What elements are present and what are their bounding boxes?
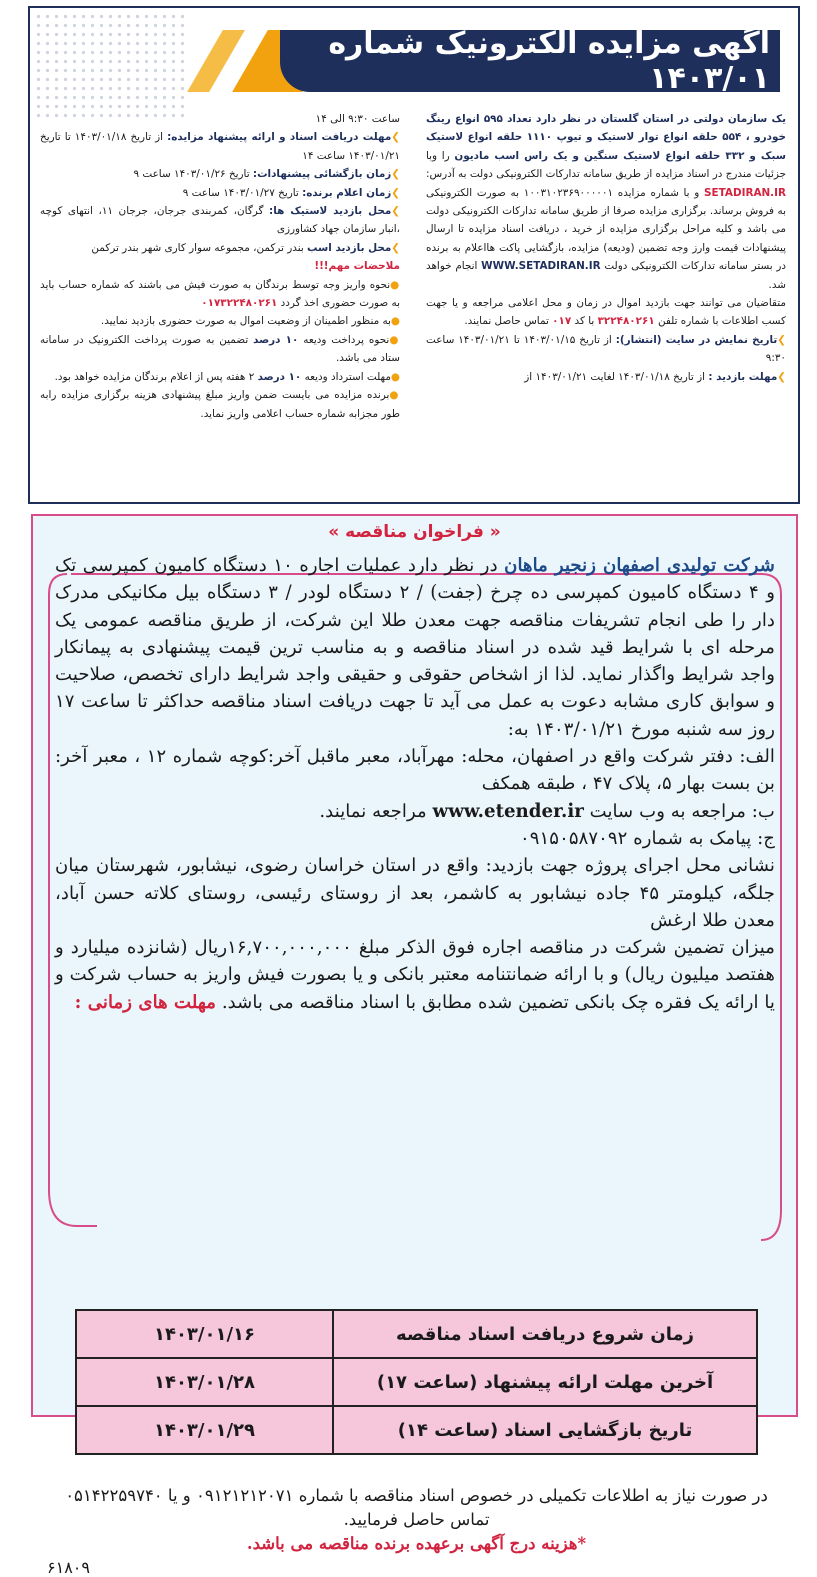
auction-intro: [426, 110, 786, 294]
ad-code: ۶۱۸۰۹: [47, 1558, 90, 1577]
tire-location-text: گرگان، کمربندی جرجان، جرجان ۱۱، انتهای کوچه ،انبار سازمان جهاد کشاورزی: [40, 205, 400, 236]
auction-title: آگهی مزایده الکترونیک شماره ۱۴۰۳/۰۱: [328, 26, 770, 96]
setadiran-link[interactable]: SETADIRAN.IR: [704, 186, 786, 199]
dot-bullet-icon: ●: [390, 278, 400, 291]
winner-announce: [40, 184, 400, 202]
guarantee-line: [55, 934, 775, 1016]
important-notes-heading: ملاحضات مهم!!!: [314, 260, 400, 273]
auction-publish-date: [426, 331, 786, 368]
guarantee-text: میزان تضمین شرکت در مناقصه اجاره فوق الذکر مبلغ ۱۶,۷۰۰,۰۰۰,۰۰۰ریال (شانزده میلیارد و هفتصد میلیون ریال) و با ارائه ضمانتنامه معتبر بانکی و یا بصورت فیش واریز به حساب شرکت و یا ارائه یک فقره چک بانکی تضمین شده مطابق با اسناد مناقصه می باشد.: [55, 937, 775, 1013]
inspection-note: [40, 312, 400, 330]
account-number: ۰۱۷۳۲۲۴۸۰۲۶۱: [201, 297, 278, 310]
table-row: [76, 1406, 757, 1454]
tender-footer: [53, 1484, 780, 1556]
deadline-date-cell: ۱۴۰۳/۰۱/۲۹: [76, 1406, 333, 1454]
auction-text: متقاضیان می توانند جهت بازدید اموال در زمان و محل اعلامی مراجعه و یا جهت کسب اطلاعات با شماره تلفن: [426, 297, 786, 328]
ad-cost-note: *هزینه درج آگهی برعهده برنده مناقصه می باشد.: [246, 1534, 587, 1553]
chevron-bullet-icon: ❯: [777, 370, 786, 383]
visit-hours: ساعت ۹:۳۰ الی ۱۴: [315, 113, 400, 125]
dot-bullet-icon: ●: [389, 333, 400, 346]
auction-left-column: [40, 110, 400, 423]
deposit-note: [40, 331, 400, 368]
auction-text: را وبا جزئیات مندرج در اسناد مزایده از طریق سامانه تدارکات الکترونیکی دولت به آدرس:: [426, 149, 786, 181]
docs-label: مهلت دریافت اسناد و ارائه پیشنهاد مزایده:: [167, 131, 392, 144]
etender-link[interactable]: www.etender.ir: [432, 800, 584, 822]
refund-percent: ۱۰ درصد: [257, 370, 302, 383]
dot-pattern-decoration: [34, 12, 184, 122]
tire-location-label: محل بازدید لاستیک ها:: [269, 205, 392, 218]
table-row: [76, 1310, 757, 1358]
office-address: الف: دفتر شرکت واقع در اصفهان، محله: مهرآباد، معبر ماقبل آخر:کوچه شماره ۱۲ ، معبر آخر: بن بست بهار ۵، پلاک ۴۷ ، طبقه همکف: [55, 746, 775, 795]
horse-location-text: بندر ترکمن، مجموعه سوار کاری شهر بندر ترکمن: [91, 241, 308, 254]
area-code: ۰۱۷: [552, 315, 572, 328]
horse-visit-location: [40, 239, 400, 257]
auction-ad: [28, 6, 800, 504]
visit-label: مهلت بازدید :: [708, 370, 778, 383]
auction-items-text: تعداد ۵۹۵ انواع رینگ خودرو ، ۵۵۴ حلقه انواع توار لاستیک و تیوپ ۱۱۱۰ حلقه انواع لاستیک سبک و ۳۳۲ حلقه انواع لاستیک سنگین و یک راس اسب مادیون: [426, 113, 786, 162]
deadline-date-cell: ۱۴۰۳/۰۱/۲۸: [76, 1358, 333, 1406]
auction-text: تماس حاصل نمایند.: [464, 315, 553, 328]
tender-ad: [31, 514, 798, 1577]
winner-cost-text: برنده مزایده می بایست ضمن واریز مبلغ پیشنهادی هزینه برگزاری مزایده رابه طور مجزابه شماره حساب اعلامی واریز نماید.: [40, 389, 400, 420]
tender-heading: « فراخوان مناقصه »: [328, 522, 501, 542]
deadline-label-cell: آخرین مهلت ارائه پیشنهاد (ساعت ۱۷): [333, 1358, 757, 1406]
opening-text: تاریخ ۱۴۰۳/۰۱/۲۶ ساعت ۹: [133, 168, 253, 181]
dot-bullet-icon: ●: [390, 370, 400, 383]
winner-label: زمان اعلام برنده:: [302, 186, 392, 199]
chevron-bullet-icon: ❯: [391, 186, 400, 199]
deadline-date-cell: ۱۴۰۳/۰۱/۱۶: [76, 1310, 333, 1358]
auction-visit-deadline: [426, 368, 786, 386]
deposit-percent: ۱۰ درصد: [253, 333, 299, 346]
deadlines-table: [75, 1309, 758, 1455]
auction-text: و با شماره مزایده ۱۰۰۳۱۰۲۳۶۹۰۰۰۰۰۱ به صورت الکترونیکی به فروش برساند. برگزاری مزایده صرفا از طریق سامانه تدارکات الکترونیکی دولت می باشد و کلیه مراحل برگزاری مزایده از خرید ، دریافت اسناد مزایده تا ارسال پیشنهادات قیمت وارز وجه تضمین (ودیعه) مزایده، بازگشایی پاکت هااعلام به برنده در بستر سامانه تدارکات الکترونیکی دولت: [426, 186, 786, 273]
auction-right-column: [426, 110, 786, 386]
auction-text: با کد: [571, 315, 598, 328]
deposit-text: تضمین به صورت پرداخت الکترونیک در سامانه ستاد می باشد.: [40, 333, 400, 365]
website-text: مراجعه نمایند.: [319, 800, 433, 822]
opening-label: زمان بازگشائی پیشنهادات:: [252, 168, 392, 181]
deadline-label-cell: تاریخ بازگشایی اسناد (ساعت ۱۴): [333, 1406, 757, 1454]
horse-location-label: محل بازدید اسب: [307, 241, 392, 254]
refund-text: ۲ هفته پس از اعلام برندگان مزایده خواهد بود.: [54, 370, 258, 383]
contact-line: در صورت نیاز به اطلاعات تکمیلی در خصوص اسناد مناقصه با شماره ۰۹۱۲۱۲۱۲۰۷۱ و یا ۰۵۱۴۲۲۵۹۷۴۰ تماس حاصل فرمایید.: [65, 1486, 768, 1529]
chevron-bullet-icon: ❯: [391, 205, 400, 218]
company-name: شرکت تولیدی اصفهان زنجیر ماهان: [504, 555, 776, 576]
chevron-bullet-icon: ❯: [391, 131, 400, 144]
auction-contact: [426, 294, 786, 331]
chevron-bullet-icon: ❯: [777, 333, 786, 346]
deadlines-label: مهلت های زمانی :: [74, 991, 217, 1013]
tender-body: [55, 552, 775, 1016]
tender-intro: [55, 552, 775, 743]
tire-visit-location: [40, 202, 400, 239]
tender-intro-text: در نظر دارد عملیات اجاره ۱۰ دستگاه کامیون کمپرسی تک و ۴ دستگاه کامیون کمپرسی ده چرخ (جفت) / ۲ دستگاه لودر / ۳ دستگاه بیل مکانیکی مدرک دار را طی انجام تشریفات مناقصه جهت معدن طلا این شرکت، از طریق مناقصه عمومی یک مرحله ای با شرایط قید شده در اسناد مناقصه و به مناسب ترین قیمت پیشنهادی به پیمانکار واجد شرایط واگذار نماید. لذا از اشخاص حقوقی و حقیقی واجد شرایط دارای تخصص، صلاحیت و سوابق کاری مشابه دعوت به عمل می آید تا جهت دریافت اسناد مناقصه حداکثر تا ساعت ۱۷ روز سه شنبه مورخ ۱۴۰۳/۰۱/۲۱ به:: [55, 555, 775, 740]
phone-number: ۳۲۲۴۸۰۲۶۱: [597, 315, 655, 328]
auction-org-text: یک سازمان دولتی در استان گلستان در نظر دارد: [531, 113, 787, 125]
deadline-label-cell: زمان شروع دریافت اسناد مناقصه: [333, 1310, 757, 1358]
website-text: ب: مراجعه به وب سایت: [583, 800, 775, 822]
chevron-bullet-icon: ❯: [391, 241, 400, 254]
winner-cost-note: [40, 386, 400, 423]
publish-label: تاریخ نمایش در سایت (انتشار):: [615, 333, 778, 346]
dot-bullet-icon: ●: [390, 315, 400, 328]
chevron-bullet-icon: ❯: [391, 168, 400, 181]
opening-time: [40, 165, 400, 183]
project-address: نشانی محل اجرای پروژه جهت بازدید: واقع در استان خراسان رضوی، نیشابور، شهرستان میان جلگه، کیلومتر ۴۵ جاده نیشابور به کاشمر، بعد از روستای رئیسی، روستای کلاته حسن آباد، معدن طلا ارغش: [55, 855, 775, 931]
visit-text: از تاریخ ۱۴۰۳/۰۱/۱۸ لغایت ۱۴۰۳/۰۱/۲۱ از: [524, 370, 709, 383]
payment-text: نحوه واریز وجه توسط برندگان به صورت فیش می باشند که شماره حساب باید به صورت حضوری اخذ گردد: [40, 278, 400, 310]
deposit-text: نحوه پرداخت ودیعه: [298, 333, 390, 346]
dot-bullet-icon: ●: [389, 389, 400, 402]
payment-method: [40, 276, 400, 313]
auction-text: انجام خواهد شد.: [426, 260, 786, 291]
winner-text: تاریخ ۱۴۰۳/۰۱/۲۷ ساعت ۹: [182, 186, 303, 199]
refund-note: [40, 368, 400, 386]
table-row: [76, 1358, 757, 1406]
sms-line: ج: پیامک به شماره ۰۹۱۵۰۵۸۷۰۹۲: [520, 827, 775, 849]
setadiran-www-link[interactable]: WWW.SETADIRAN.IR: [481, 260, 601, 273]
docs-text: از تاریخ ۱۴۰۳/۰۱/۱۸ تا تاریخ ۱۴۰۳/۰۱/۲۱ ساعت ۱۴: [40, 131, 400, 162]
refund-text: مهلت استرداد ودیعه: [301, 370, 391, 383]
publish-text: از تاریخ ۱۴۰۳/۰۱/۱۵ تا ۱۴۰۳/۰۱/۲۱ ساعت ۹:۳۰: [426, 333, 786, 365]
website-line: [55, 798, 775, 825]
inspection-text: به منظور اطمینان از وضعیت اموال به صورت حضوری بازدید نمایید.: [100, 315, 391, 328]
docs-deadline: [40, 128, 400, 165]
